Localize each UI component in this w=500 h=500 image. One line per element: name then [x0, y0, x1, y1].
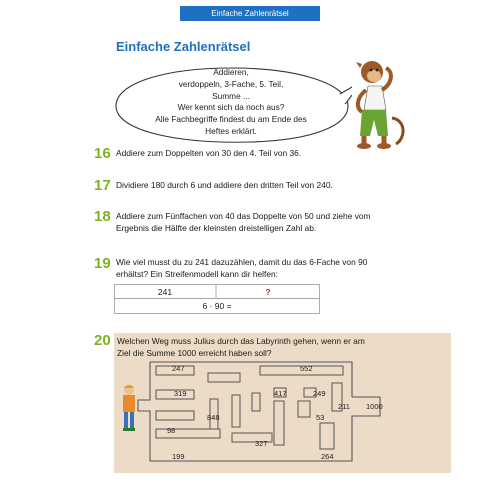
bubble-line: Addieren, [213, 67, 249, 77]
task-line: Wie viel musst du zu 241 dazuzählen, damit du das 6-Fache von 90 [116, 257, 368, 267]
strip-unknown: ? [265, 287, 271, 297]
task-line: Dividiere 180 durch 6 und addiere den dritten Teil von 240. [116, 180, 333, 190]
strip-total: 6 · 90 = [202, 301, 232, 311]
maze-number: 319 [174, 389, 187, 398]
maze-number: 211 [338, 402, 350, 411]
maze-number: 249 [313, 389, 326, 398]
task-line: Addiere zum Fünffachen von 40 das Doppelte von 50 und ziehe vom [116, 211, 371, 221]
monkey-illustration [352, 58, 406, 156]
task-number: 18 [94, 208, 111, 225]
maze-number: 247 [172, 364, 185, 373]
bubble-line: verdoppeln, 3-Fache, 5. Teil, [178, 78, 284, 89]
task-text [116, 148, 301, 160]
maze-number: 98 [167, 426, 176, 435]
maze-number: 848 [207, 413, 220, 422]
bubble-line: Alle Fachbegriffe findest du am Ende des [155, 114, 307, 125]
bubble-line: Heftes erklärt. [205, 125, 257, 136]
bubble-line: Wer kennt sich da noch aus? [177, 102, 285, 113]
task-line: Addiere zum Doppelten von 30 den 4. Teil von 36. [116, 148, 302, 158]
maze-number: 264 [321, 452, 334, 461]
maze-goal-number: 1000 [366, 402, 383, 411]
task-number: 17 [94, 177, 111, 194]
maze-number: 53 [316, 413, 325, 422]
labyrinth [114, 333, 451, 473]
task-text [116, 211, 371, 234]
maze-number: 199 [172, 452, 185, 461]
boy-julius-illustration [118, 384, 140, 434]
task-line: Welchen Weg muss Julius durch das Labyrinth gehen, wenn er am [117, 336, 365, 346]
maze-number: 552 [300, 364, 313, 373]
strip-left-value: 241 [157, 287, 173, 297]
task-number: 20 [94, 332, 111, 349]
task-line: Ergebnis die Hälfte der kleinsten dreistelligen Zahl ab. [116, 222, 317, 233]
task-text [116, 257, 367, 280]
page-title: Einfache Zahlenrätsel [116, 39, 251, 54]
task-line: erhältst? Ein Streifenmodell kann dir helfen: [116, 268, 279, 279]
maze-number: 417 [274, 389, 287, 398]
maze-number: 327 [255, 439, 268, 448]
bubble-line: Summe ... [212, 90, 250, 101]
chapter-header: Einfache Zahlenrätsel [180, 6, 320, 21]
bubble-text [116, 67, 346, 138]
task-number: 16 [94, 145, 111, 162]
task-line: Ziel die Summe 1000 erreicht haben soll? [117, 347, 272, 358]
task-text [116, 180, 333, 192]
task-number: 19 [94, 255, 111, 272]
